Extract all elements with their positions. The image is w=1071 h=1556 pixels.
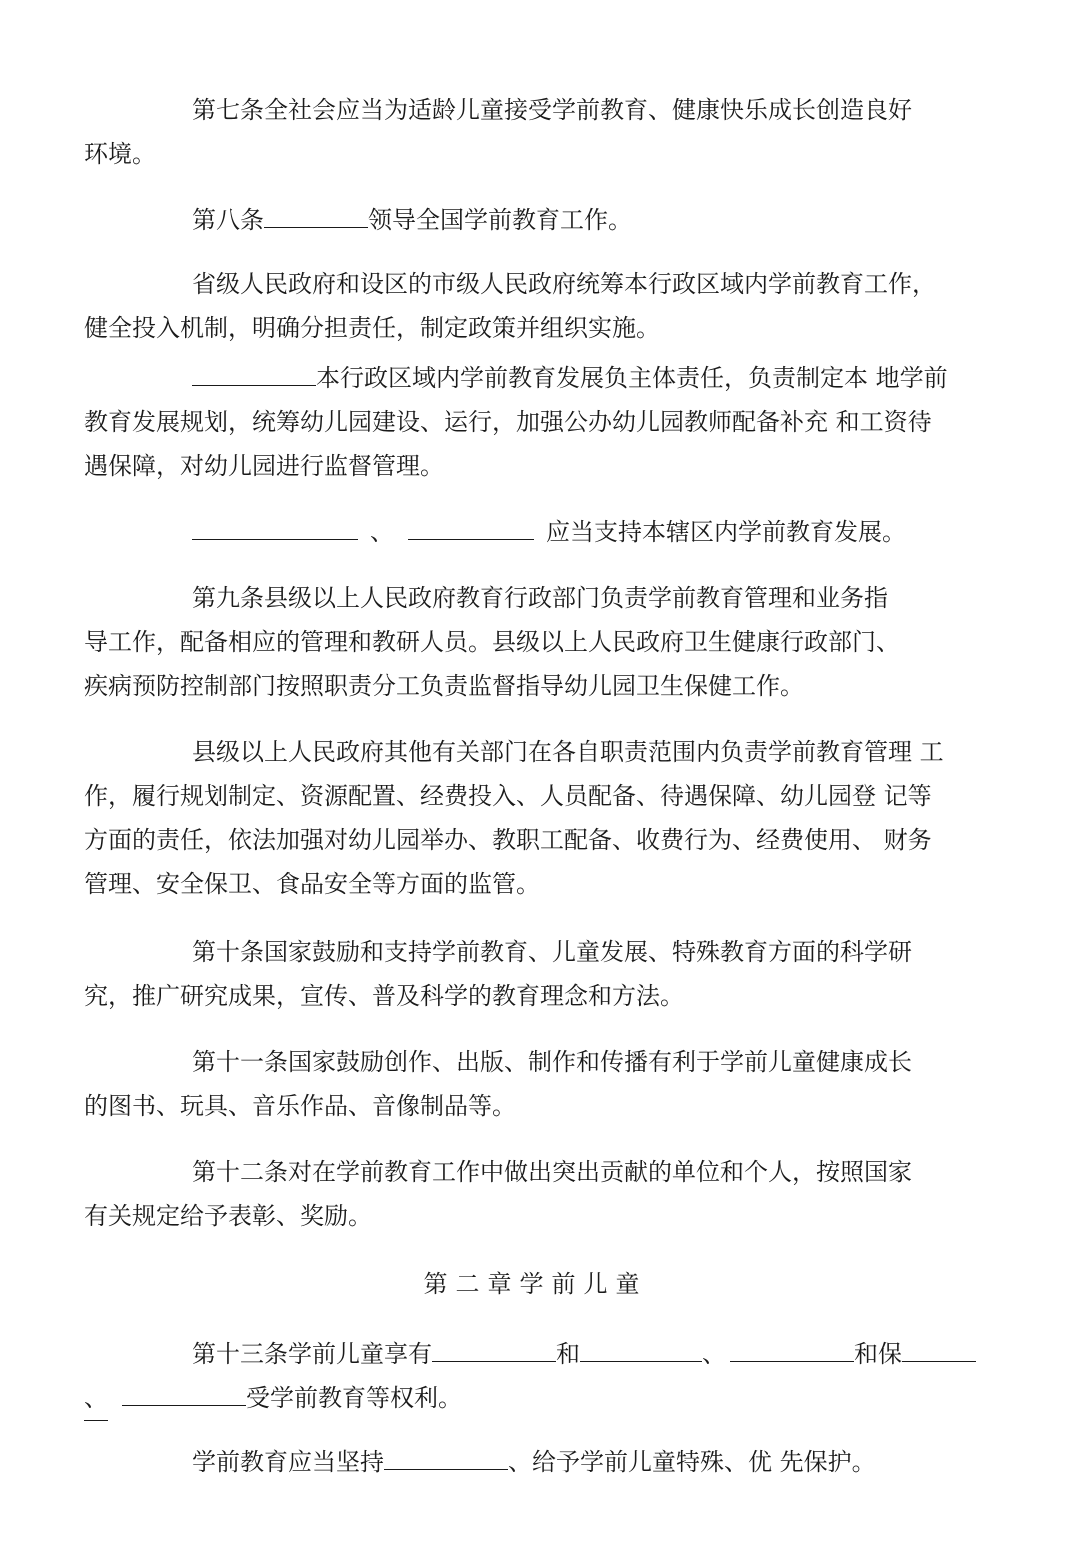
article-12-line-1: 第十二条对在学前教育工作中做出突出贡献的单位和个人，按照国家 [192,1158,912,1186]
article-7-line-1: 第七条全社会应当为适龄儿童接受学前教育、健康快乐成长创造良好 [192,96,912,124]
other-departments-paragraph [84,730,1024,906]
article-10 [84,930,1024,1018]
fill-blank[interactable] [122,1383,246,1406]
article-12 [84,1150,1024,1238]
principle-suffix: 、给予学前儿童特殊、优 先保护。 [508,1448,876,1476]
fill-blank[interactable] [384,1447,508,1470]
fill-blank[interactable] [902,1339,976,1362]
provincial-line-2: 健全投入机制，明确分担责任，制定政策并组织实施。 [84,314,660,342]
article-11 [84,1040,1024,1128]
other-departments-line-4: 管理、安全保卫、食品安全等方面的监管。 [84,870,540,898]
article-8-suffix: 领导全国学前教育工作。 [368,206,632,234]
county-line-2: 教育发展规划，统筹幼儿园建设、运行，加强公办幼儿园教师配备补充 和工资待 [84,408,932,436]
article-13-prefix: 第十三条学前儿童享有 [192,1340,432,1368]
article-13 [84,1332,1024,1421]
fill-blank[interactable] [192,517,358,540]
article-12-line-2: 有关规定给予表彰、奖励。 [84,1202,372,1230]
article-10-line-2: 究，推广研究成果，宣传、普及科学的教育理念和方法。 [84,982,684,1010]
article-13-and-2: 和保 [854,1340,902,1368]
principle-paragraph [84,1440,1024,1484]
article-9-line-3: 疾病预防控制部门按照职责分工负责监督指导幼儿园卫生保健工作。 [84,672,804,700]
county-line-1-suffix: 本行政区域内学前教育发展负主体责任，负责制定本 地学前 [316,364,948,392]
fill-blank[interactable] [730,1339,854,1362]
fill-blank[interactable] [408,517,534,540]
other-departments-line-2: 作，履行规划制定、资源配置、经费投入、人员配备、待遇保障、幼儿园登 记等 [84,782,932,810]
provincial-paragraph [84,262,1024,350]
other-departments-line-3: 方面的责任，依法加强对幼儿园举办、教职工配备、收费行为、经费使用、 财务 [84,826,932,854]
support-suffix: 应当支持本辖区内学前教育发展。 [546,518,906,546]
support-separator: 、 [370,518,394,546]
article-10-line-1: 第十条国家鼓励和支持学前教育、儿童发展、特殊教育方面的科学研 [192,938,912,966]
article-9 [84,576,1024,708]
chapter-2-title: 第二章学前儿童 [423,1270,648,1298]
fill-blank[interactable] [580,1339,702,1362]
article-9-line-1: 第九条县级以上人民政府教育行政部门负责学前教育管理和业务指 [192,584,888,612]
county-line-3: 遇保障，对幼儿园进行监督管理。 [84,452,444,480]
article-7 [84,88,1024,176]
provincial-line-1: 省级人民政府和设区的市级人民政府统筹本行政区域内学前教育工作， [192,270,936,298]
article-11-line-1: 第十一条国家鼓励创作、出版、制作和传播有利于学前儿童健康成长 [192,1048,912,1076]
fill-blank[interactable] [432,1339,556,1362]
article-8 [84,198,1024,242]
article-11-line-2: 的图书、玩具、音乐作品、音像制品等。 [84,1092,516,1120]
other-departments-line-1: 县级以上人民政府其他有关部门在各自职责范围内负责学前教育管理 工 [192,738,944,766]
fill-blank[interactable] [192,363,316,386]
fill-blank[interactable] [264,205,368,228]
support-paragraph [84,510,1024,554]
principle-prefix: 学前教育应当坚持 [192,1448,384,1476]
article-13-and-1: 和 [556,1340,580,1368]
article-13-line-2-lead: 、 [84,1376,108,1421]
article-9-line-2: 导工作，配备相应的管理和教研人员。县级以上人民政府卫生健康行政部门、 [84,628,900,656]
article-7-line-2: 环境。 [84,140,156,168]
article-13-sep-1: 、 [702,1340,726,1368]
county-paragraph [84,356,1024,488]
article-13-line-2-suffix: 受学前教育等权利。 [246,1384,462,1412]
article-8-prefix: 第八条 [192,206,264,234]
